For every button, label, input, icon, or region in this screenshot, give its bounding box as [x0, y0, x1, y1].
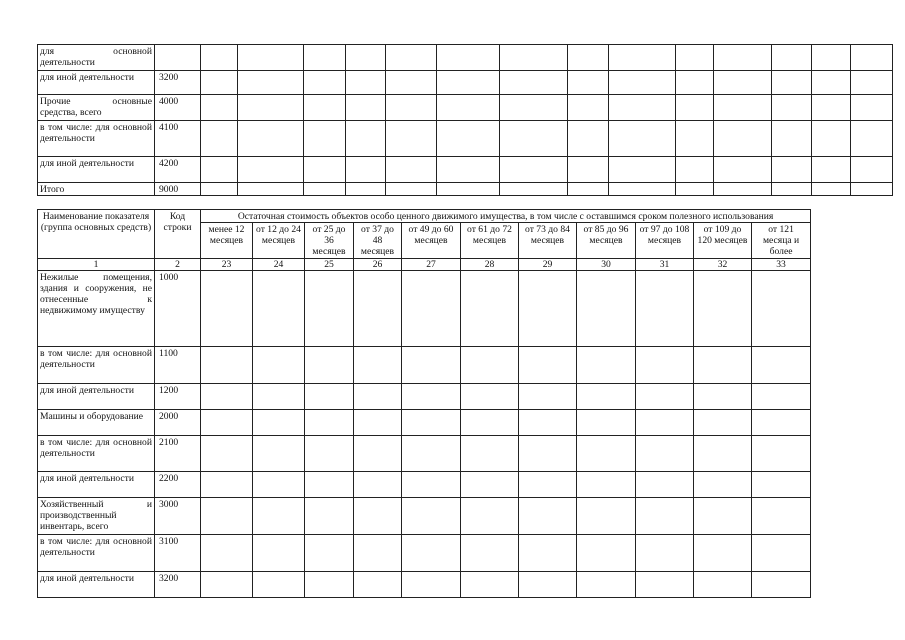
- value-cell: [461, 410, 519, 436]
- row-name: для иной деятельности: [38, 572, 155, 598]
- value-cell: [714, 45, 772, 71]
- row-code: 1200: [155, 384, 201, 410]
- column-number: 1: [38, 259, 155, 271]
- value-cell: [577, 347, 636, 384]
- value-cell: [354, 436, 402, 472]
- value-cell: [577, 271, 636, 347]
- header-period: от 109 до 120 месяцев: [694, 223, 752, 259]
- value-cell: [714, 157, 772, 183]
- value-cell: [714, 95, 772, 121]
- value-cell: [694, 472, 752, 498]
- table-row: [38, 95, 893, 121]
- value-cell: [609, 45, 676, 71]
- column-number: 30: [577, 259, 636, 271]
- value-cell: [238, 71, 304, 95]
- header-period: менее 12 месяцев: [201, 223, 253, 259]
- row-name: Хозяйственный и производственный инвентарь, всего: [38, 498, 155, 535]
- row-code: 3100: [155, 535, 201, 572]
- value-cell: [461, 436, 519, 472]
- value-cell: [304, 71, 346, 95]
- value-cell: [694, 271, 752, 347]
- value-cell: [201, 45, 238, 71]
- header-period: от 49 до 60 месяцев: [402, 223, 461, 259]
- value-cell: [305, 472, 354, 498]
- value-cell: [201, 410, 253, 436]
- value-cell: [577, 535, 636, 572]
- value-cell: [519, 498, 577, 535]
- value-cell: [253, 498, 305, 535]
- value-cell: [346, 121, 386, 157]
- value-cell: [676, 121, 714, 157]
- value-cell: [577, 410, 636, 436]
- row-code: 2100: [155, 436, 201, 472]
- value-cell: [402, 436, 461, 472]
- table-row: [38, 121, 893, 157]
- value-cell: [519, 271, 577, 347]
- value-cell: [354, 271, 402, 347]
- value-cell: [694, 384, 752, 410]
- value-cell: [354, 347, 402, 384]
- table-row: [38, 535, 811, 572]
- table-row: [38, 384, 811, 410]
- value-cell: [519, 410, 577, 436]
- row-name: Нежилые помещения, здания и сооружения, не отнесенные к недвижимому имуществу: [38, 271, 155, 347]
- value-cell: [752, 384, 811, 410]
- value-cell: [402, 384, 461, 410]
- value-cell: [568, 183, 609, 196]
- value-cell: [238, 157, 304, 183]
- column-number: 32: [694, 259, 752, 271]
- value-cell: [386, 183, 437, 196]
- value-cell: [577, 472, 636, 498]
- value-cell: [253, 271, 305, 347]
- value-cell: [714, 71, 772, 95]
- value-cell: [253, 384, 305, 410]
- value-cell: [201, 71, 238, 95]
- table-row: [38, 410, 811, 436]
- value-cell: [851, 45, 893, 71]
- row-code: 4000: [155, 95, 201, 121]
- row-code: 3200: [155, 71, 201, 95]
- value-cell: [354, 472, 402, 498]
- row-code: 4100: [155, 121, 201, 157]
- value-cell: [437, 71, 500, 95]
- value-cell: [519, 347, 577, 384]
- value-cell: [752, 535, 811, 572]
- value-cell: [201, 271, 253, 347]
- value-cell: [851, 157, 893, 183]
- column-number: 23: [201, 259, 253, 271]
- value-cell: [201, 121, 238, 157]
- value-cell: [500, 183, 568, 196]
- value-cell: [402, 271, 461, 347]
- value-cell: [812, 45, 851, 71]
- value-cell: [772, 45, 812, 71]
- table-row: [38, 572, 811, 598]
- value-cell: [676, 157, 714, 183]
- value-cell: [201, 347, 253, 384]
- value-cell: [752, 347, 811, 384]
- value-cell: [253, 572, 305, 598]
- value-cell: [346, 45, 386, 71]
- header-group: Остаточная стоимость объектов особо ценного движимого имущества, в том числе с оставшимся сроком полезного использования: [201, 210, 811, 223]
- value-cell: [636, 436, 694, 472]
- value-cell: [851, 183, 893, 196]
- value-cell: [577, 498, 636, 535]
- value-cell: [772, 95, 812, 121]
- value-cell: [238, 45, 304, 71]
- header-name: Наименование показателя (группа основных средств): [38, 210, 155, 259]
- header-period: от 73 до 84 месяцев: [519, 223, 577, 259]
- value-cell: [402, 472, 461, 498]
- value-cell: [305, 535, 354, 572]
- value-cell: [402, 347, 461, 384]
- row-code: 2200: [155, 472, 201, 498]
- row-name: в том числе: для основной деятельности: [38, 436, 155, 472]
- value-cell: [386, 157, 437, 183]
- value-cell: [676, 71, 714, 95]
- header-period: от 61 до 72 месяцев: [461, 223, 519, 259]
- value-cell: [500, 95, 568, 121]
- value-cell: [253, 535, 305, 572]
- value-cell: [346, 183, 386, 196]
- row-name: в том числе: для основной деятельности: [38, 347, 155, 384]
- value-cell: [201, 384, 253, 410]
- value-cell: [253, 472, 305, 498]
- value-cell: [519, 384, 577, 410]
- value-cell: [636, 271, 694, 347]
- header-period: от 85 до 96 месяцев: [577, 223, 636, 259]
- value-cell: [461, 535, 519, 572]
- value-cell: [636, 347, 694, 384]
- row-name: для основной деятельности: [38, 45, 155, 71]
- value-cell: [238, 183, 304, 196]
- value-cell: [386, 121, 437, 157]
- value-cell: [568, 157, 609, 183]
- value-cell: [568, 95, 609, 121]
- value-cell: [694, 498, 752, 535]
- table-row: [38, 183, 893, 196]
- value-cell: [346, 95, 386, 121]
- value-cell: [386, 95, 437, 121]
- value-cell: [519, 572, 577, 598]
- value-cell: [201, 472, 253, 498]
- value-cell: [238, 121, 304, 157]
- value-cell: [772, 157, 812, 183]
- value-cell: [437, 121, 500, 157]
- value-cell: [694, 410, 752, 436]
- table-row: [38, 498, 811, 535]
- row-code: 3200: [155, 572, 201, 598]
- value-cell: [402, 498, 461, 535]
- table-row: [38, 271, 811, 347]
- table-row: [38, 347, 811, 384]
- value-cell: [609, 71, 676, 95]
- value-cell: [500, 157, 568, 183]
- value-cell: [500, 71, 568, 95]
- row-name: для иной деятельности: [38, 472, 155, 498]
- top-table: [37, 44, 893, 196]
- table-row: [38, 436, 811, 472]
- value-cell: [437, 157, 500, 183]
- value-cell: [577, 572, 636, 598]
- value-cell: [568, 45, 609, 71]
- value-cell: [812, 71, 851, 95]
- value-cell: [676, 183, 714, 196]
- value-cell: [253, 436, 305, 472]
- value-cell: [253, 347, 305, 384]
- value-cell: [714, 183, 772, 196]
- value-cell: [609, 121, 676, 157]
- row-code: 2000: [155, 410, 201, 436]
- value-cell: [386, 45, 437, 71]
- value-cell: [305, 572, 354, 598]
- value-cell: [346, 71, 386, 95]
- table-row: [38, 45, 893, 71]
- header-period: от 37 до 48 месяцев: [354, 223, 402, 259]
- row-code: 4200: [155, 157, 201, 183]
- value-cell: [676, 95, 714, 121]
- value-cell: [636, 535, 694, 572]
- residual-value-table: [37, 209, 811, 598]
- value-cell: [402, 410, 461, 436]
- value-cell: [304, 121, 346, 157]
- value-cell: [354, 384, 402, 410]
- value-cell: [461, 472, 519, 498]
- value-cell: [636, 498, 694, 535]
- value-cell: [752, 436, 811, 472]
- value-cell: [461, 498, 519, 535]
- column-number: 26: [354, 259, 402, 271]
- value-cell: [752, 271, 811, 347]
- value-cell: [201, 157, 238, 183]
- value-cell: [519, 535, 577, 572]
- row-name: Машины и оборудование: [38, 410, 155, 436]
- value-cell: [568, 71, 609, 95]
- value-cell: [752, 410, 811, 436]
- column-number: 25: [305, 259, 354, 271]
- header-period: от 12 до 24 месяцев: [253, 223, 305, 259]
- value-cell: [636, 384, 694, 410]
- value-cell: [304, 95, 346, 121]
- table-row: [38, 71, 893, 95]
- header-period: от 97 до 108 месяцев: [636, 223, 694, 259]
- value-cell: [519, 436, 577, 472]
- value-cell: [694, 572, 752, 598]
- value-cell: [437, 45, 500, 71]
- value-cell: [519, 472, 577, 498]
- value-cell: [752, 498, 811, 535]
- value-cell: [461, 572, 519, 598]
- value-cell: [772, 71, 812, 95]
- row-code: 1100: [155, 347, 201, 384]
- value-cell: [402, 572, 461, 598]
- value-cell: [402, 535, 461, 572]
- value-cell: [201, 183, 238, 196]
- value-cell: [305, 271, 354, 347]
- value-cell: [305, 347, 354, 384]
- row-code: 1000: [155, 271, 201, 347]
- value-cell: [851, 71, 893, 95]
- value-cell: [305, 384, 354, 410]
- value-cell: [201, 498, 253, 535]
- column-number: 27: [402, 259, 461, 271]
- value-cell: [500, 121, 568, 157]
- value-cell: [812, 157, 851, 183]
- value-cell: [201, 535, 253, 572]
- value-cell: [609, 95, 676, 121]
- value-cell: [305, 410, 354, 436]
- column-number: 29: [519, 259, 577, 271]
- value-cell: [305, 436, 354, 472]
- value-cell: [461, 384, 519, 410]
- value-cell: [812, 183, 851, 196]
- value-cell: [354, 535, 402, 572]
- column-number: 28: [461, 259, 519, 271]
- value-cell: [609, 183, 676, 196]
- column-number: 33: [752, 259, 811, 271]
- value-cell: [694, 535, 752, 572]
- header-period: от 121 месяца и более: [752, 223, 811, 259]
- value-cell: [772, 183, 812, 196]
- column-number: 2: [155, 259, 201, 271]
- row-name: в том числе: для основной деятельности: [38, 121, 155, 157]
- value-cell: [772, 121, 812, 157]
- value-cell: [304, 45, 346, 71]
- row-name: Прочие основные средства, всего: [38, 95, 155, 121]
- value-cell: [201, 436, 253, 472]
- value-cell: [851, 95, 893, 121]
- value-cell: [636, 472, 694, 498]
- value-cell: [812, 121, 851, 157]
- value-cell: [714, 121, 772, 157]
- row-name: в том числе: для основной деятельности: [38, 535, 155, 572]
- value-cell: [346, 157, 386, 183]
- value-cell: [461, 271, 519, 347]
- value-cell: [500, 45, 568, 71]
- column-number: 24: [253, 259, 305, 271]
- value-cell: [851, 121, 893, 157]
- row-code: [155, 45, 201, 71]
- value-cell: [752, 572, 811, 598]
- value-cell: [354, 410, 402, 436]
- value-cell: [461, 347, 519, 384]
- value-cell: [437, 183, 500, 196]
- value-cell: [577, 436, 636, 472]
- row-code: 9000: [155, 183, 201, 196]
- header-code: Код строки: [155, 210, 201, 259]
- row-name: для иной деятельности: [38, 157, 155, 183]
- value-cell: [694, 347, 752, 384]
- value-cell: [201, 95, 238, 121]
- value-cell: [354, 498, 402, 535]
- value-cell: [636, 410, 694, 436]
- value-cell: [437, 95, 500, 121]
- value-cell: [636, 572, 694, 598]
- row-name: для иной деятельности: [38, 71, 155, 95]
- row-code: 3000: [155, 498, 201, 535]
- row-name: для иной деятельности: [38, 384, 155, 410]
- value-cell: [568, 121, 609, 157]
- table-row: [38, 472, 811, 498]
- value-cell: [305, 498, 354, 535]
- value-cell: [354, 572, 402, 598]
- value-cell: [609, 157, 676, 183]
- value-cell: [752, 472, 811, 498]
- value-cell: [812, 95, 851, 121]
- row-name: Итого: [38, 183, 155, 196]
- value-cell: [386, 71, 437, 95]
- value-cell: [253, 410, 305, 436]
- header-period: от 25 до 36 месяцев: [305, 223, 354, 259]
- value-cell: [304, 157, 346, 183]
- value-cell: [304, 183, 346, 196]
- value-cell: [694, 436, 752, 472]
- value-cell: [201, 572, 253, 598]
- column-number: 31: [636, 259, 694, 271]
- value-cell: [238, 95, 304, 121]
- value-cell: [676, 45, 714, 71]
- value-cell: [577, 384, 636, 410]
- table-row: [38, 157, 893, 183]
